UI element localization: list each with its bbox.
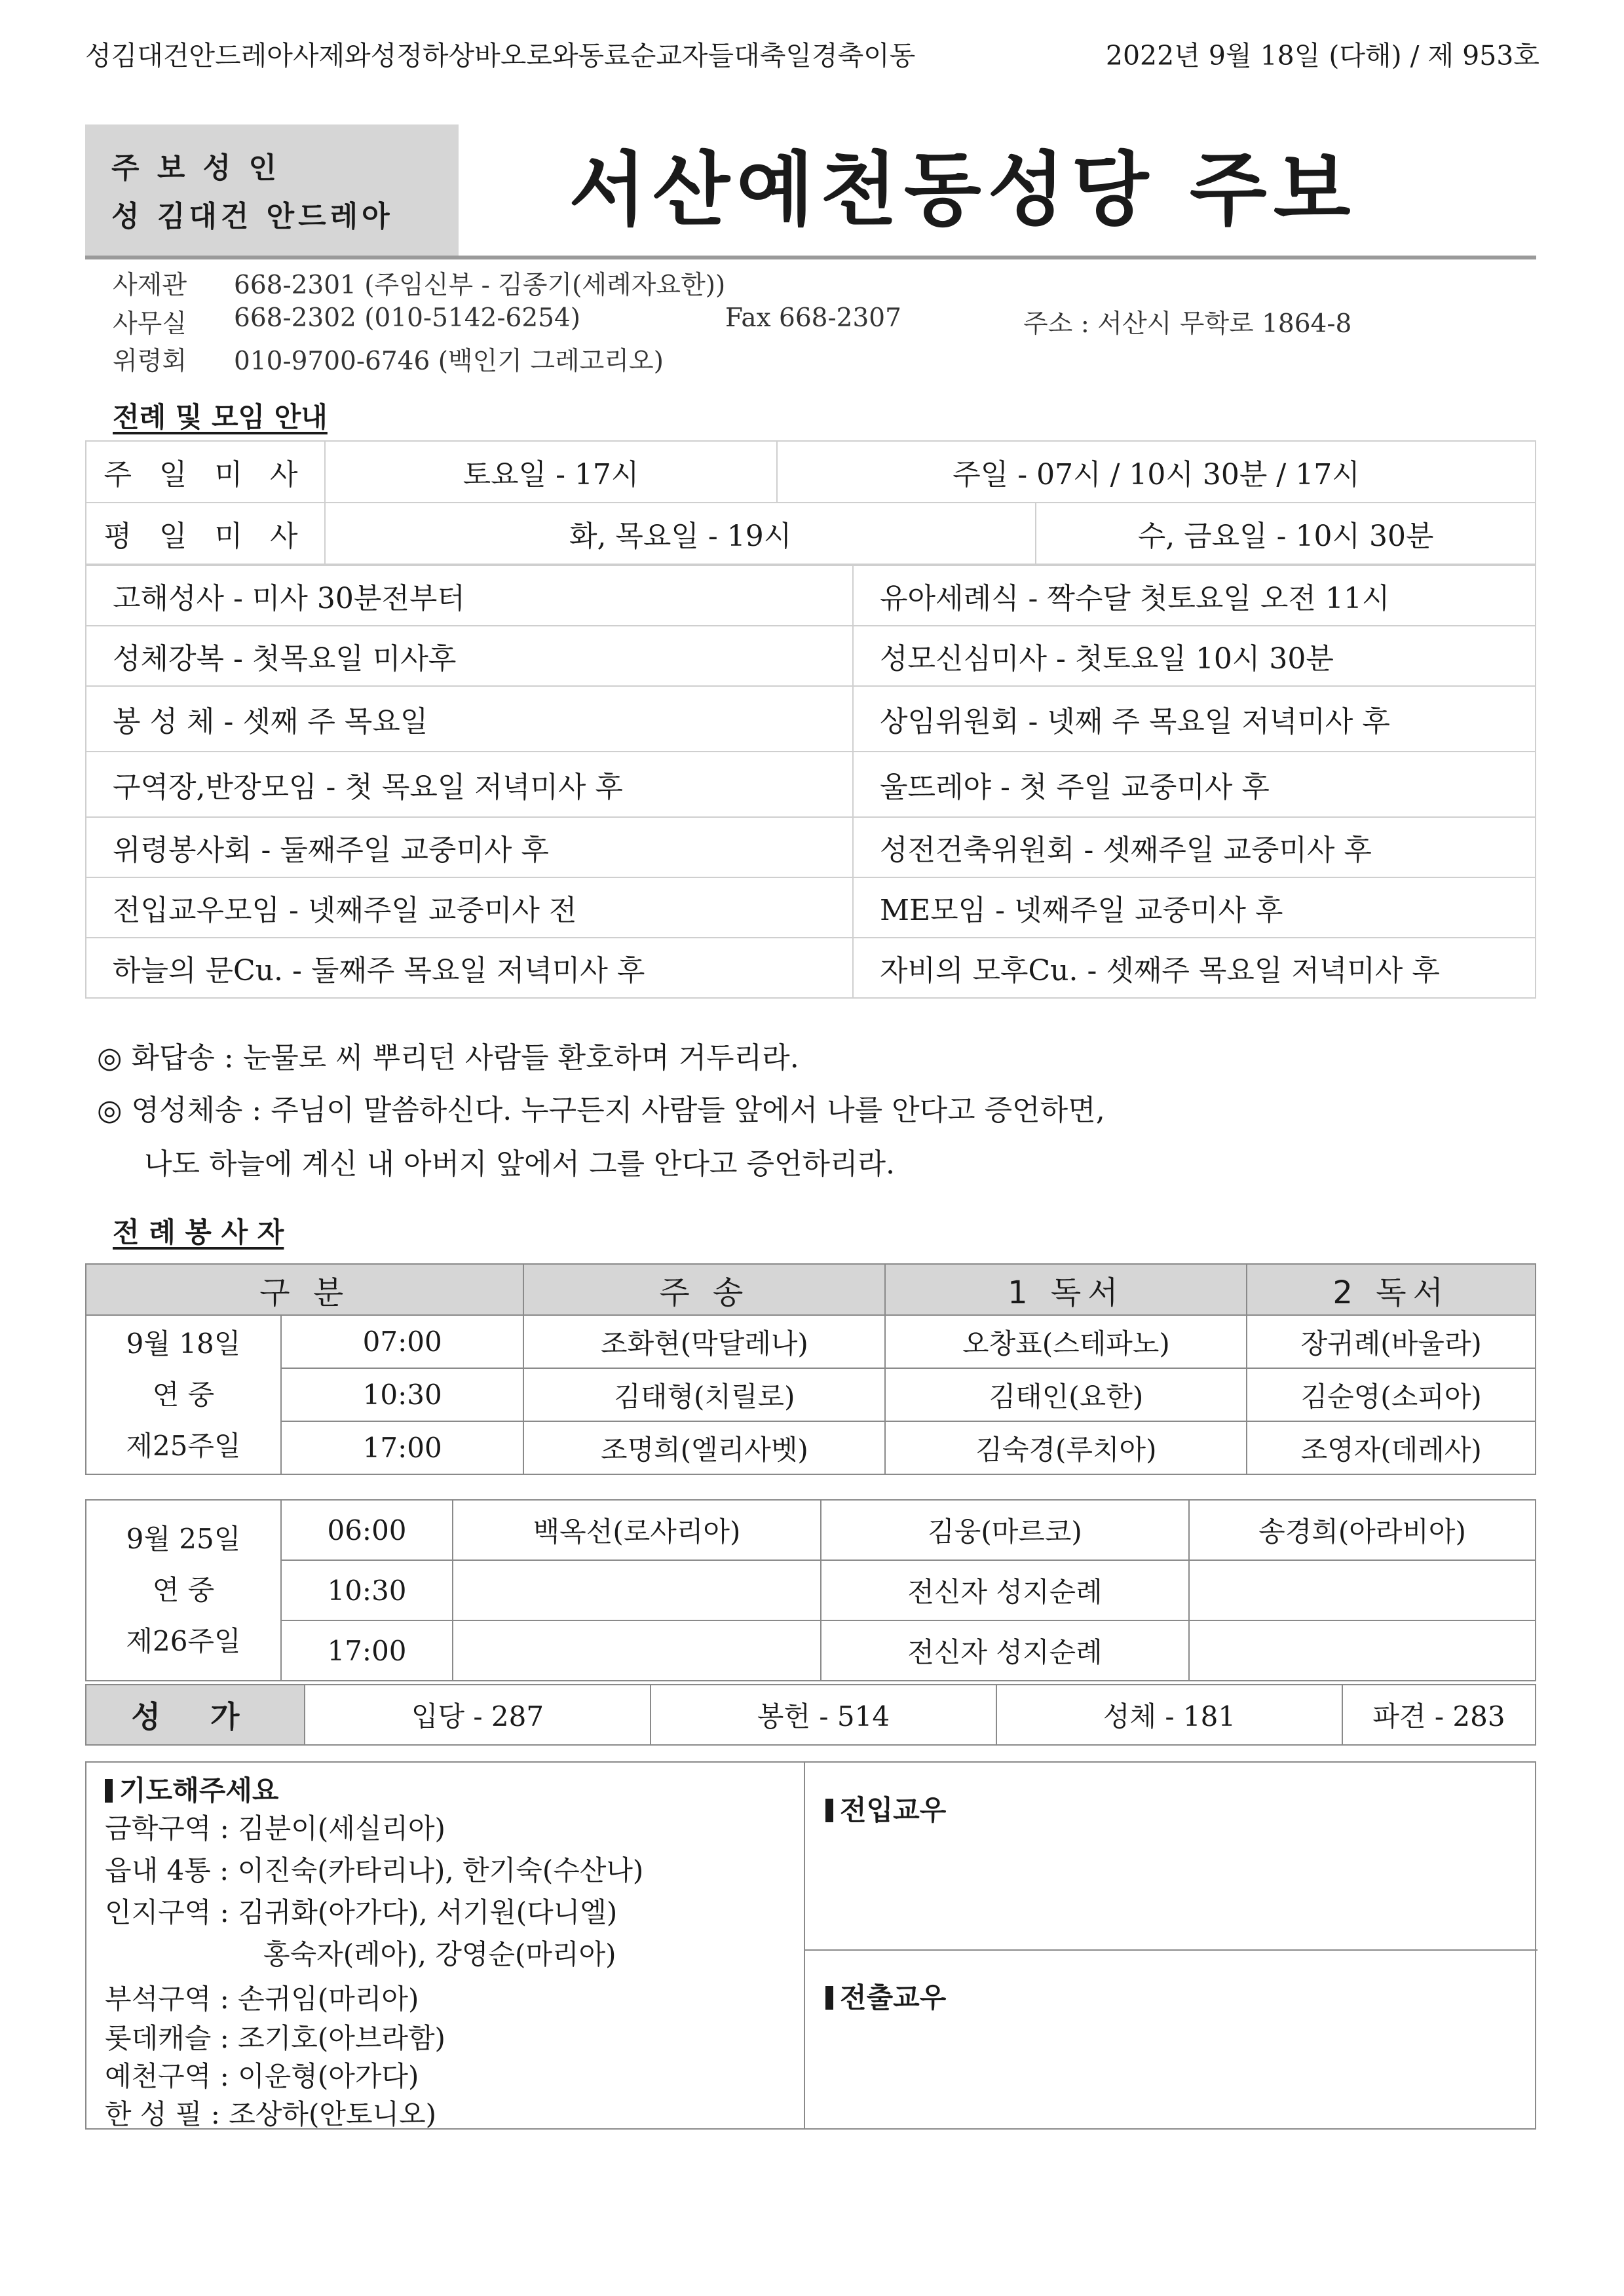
event-cell: 고해성사 - 미사 30분전부터 [86,565,853,626]
time-cell: 10:30 [281,1560,453,1620]
event-cell: 구역장,반장모임 - 첫 목요일 저녁미사 후 [86,752,853,817]
event-cell: 봉 성 체 - 셋째 주 목요일 [86,686,853,752]
prayer-heading-text: 기도해주세요 [119,1774,279,1807]
time-cell: 07:00 [281,1315,523,1368]
week1-date: 9월 18일 [126,1327,241,1360]
server-cell [453,1620,821,1681]
server-cell: 김숙경(루치아) [885,1421,1247,1474]
event-cell: 하늘의 문Cu. - 둘째주 목요일 저녁미사 후 [86,938,853,998]
patron-label: 주 보 성 인 [111,151,280,185]
weekday-mass-1: 화, 목요일 - 19시 [325,503,1036,564]
col-header-reading1: 1 독서 [885,1264,1247,1315]
col-header-division: 구 분 [86,1264,523,1315]
liturgy-heading: 전례 및 모임 안내 [113,401,328,433]
address: 주소 : 서산시 무학로 1864-8 [1023,309,1352,339]
prayer-line: 인지구역 : 김귀화(아가다), 서기원(다니엘) [105,1896,618,1928]
rectory-value: 668-2301 (주임신부 - 김종기(세례자요한)) [234,271,726,300]
event-cell: 성체강복 - 첫목요일 미사후 [86,626,853,686]
sunday-mass-label: 주 일 미 사 [86,441,325,503]
time-cell: 06:00 [281,1500,453,1560]
mass-schedule-table [85,440,1536,565]
server-cell: 조화현(막달레나) [523,1315,885,1368]
prayer-line: 부석구역 : 손귀임(마리아) [105,1983,419,2015]
servers-heading: 전 례 봉 사 자 [113,1216,284,1248]
time-cell: 10:30 [281,1368,523,1421]
server-cell [453,1560,821,1620]
hymn-recessional: 파견 - 283 [1342,1685,1536,1745]
prayer-heading [105,1769,278,1808]
server-cell: 김태형(치릴로) [523,1368,885,1421]
prayer-divider-horizontal [804,1949,1538,1951]
week2-number: 제26주일 [126,1625,241,1657]
server-cell [1189,1560,1536,1620]
square-bullet-icon [105,1779,113,1803]
communion-antiphon-2: 나도 하늘에 계신 내 아버지 앞에서 그를 안다고 증언하리라. [144,1147,895,1181]
move-out-heading [825,1976,946,2016]
col-header-chant: 주 송 [523,1264,885,1315]
server-cell: 송경희(아라비아) [1189,1500,1536,1560]
pilgrimage-note: 전신자 성지순례 [821,1620,1189,1681]
event-cell: 자비의 모후Cu. - 셋째주 목요일 저녁미사 후 [853,938,1536,998]
move-out-heading-text: 전출교우 [840,1981,947,2014]
prayer-line: 홍숙자(레아), 강영순(마리아) [263,1938,616,1970]
hymn-entrance: 입당 - 287 [305,1685,651,1745]
sunday-mass-sat: 토요일 - 17시 [325,441,777,503]
time-cell: 17:00 [281,1421,523,1474]
prayer-line: 예천구역 : 이운형(아가다) [105,2060,419,2092]
meetings-table [85,565,1536,999]
pilgrimage-note: 전신자 성지순례 [821,1560,1189,1620]
move-in-heading [825,1789,946,1828]
prayer-line: 한 성 필 : 조상하(안토니오) [105,2098,437,2130]
council-value: 010-9700-6746 (백인기 그레고리오) [234,347,664,376]
council-label: 위령회 [113,347,187,376]
event-cell: 성전건축위원회 - 셋째주일 교중미사 후 [853,817,1536,877]
prayer-divider-vertical [804,1763,805,2128]
issue-date: 2022년 9월 18일 (다해) / 제 953호 [1105,40,1539,71]
server-cell: 장귀례(바울라) [1247,1315,1536,1368]
week1-label [86,1315,281,1474]
week2-date: 9월 25일 [126,1523,241,1555]
server-cell [1189,1620,1536,1681]
prayer-line: 롯데캐슬 : 조기호(아브라함) [105,2022,445,2054]
servers-table-week1 [85,1263,1536,1475]
fax-number: Fax 668-2307 [725,303,901,333]
event-cell: 유아세례식 - 짝수달 첫토요일 오전 11시 [853,565,1536,626]
patron-saint-box [85,124,459,256]
event-cell: 위령봉사회 - 둘째주일 교중미사 후 [86,817,853,877]
office-label: 사무실 [113,309,187,339]
week2-label [86,1500,281,1681]
hymns-table [85,1684,1536,1746]
patron-name: 성 김대건 안드레아 [111,200,394,233]
office-value: 668-2302 (010-5142-6254) [234,303,580,333]
servers-table-week2 [85,1499,1536,1681]
event-cell: 울뜨레야 - 첫 주일 교중미사 후 [853,752,1536,817]
header-divider [85,256,1536,259]
hymn-offertory: 봉헌 - 514 [651,1685,996,1745]
prayer-line: 금학구역 : 김분이(세실리아) [105,1812,445,1845]
week1-season: 연 중 [152,1378,215,1411]
server-cell: 백옥선(로사리아) [453,1500,821,1560]
col-header-reading2: 2 독서 [1247,1264,1536,1315]
server-cell: 김순영(소피아) [1247,1368,1536,1421]
server-cell: 김웅(마르코) [821,1500,1189,1560]
rectory-label: 사제관 [113,271,187,300]
event-cell: 성모신심미사 - 첫토요일 10시 30분 [853,626,1536,686]
week2-season: 연 중 [152,1574,215,1606]
week1-number: 제25주일 [126,1429,241,1462]
weekday-mass-label: 평 일 미 사 [86,503,325,564]
server-cell: 김태인(요한) [885,1368,1247,1421]
move-in-heading-text: 전입교우 [840,1794,947,1826]
event-cell: 상임위원회 - 넷째 주 목요일 저녁미사 후 [853,686,1536,752]
sunday-mass-sun: 주일 - 07시 / 10시 30분 / 17시 [777,441,1536,503]
hymns-label: 성 가 [86,1685,305,1745]
square-bullet-icon [825,1799,833,1822]
bulletin-title: 서산예천동성당 주보 [569,144,1357,237]
server-cell: 조명희(엘리사벳) [523,1421,885,1474]
prayer-box [85,1761,1536,2130]
weekday-mass-2: 수, 금요일 - 10시 30분 [1036,503,1536,564]
event-cell: ME모임 - 넷째주일 교중미사 후 [853,877,1536,938]
square-bullet-icon [825,1986,833,2010]
feast-name: 성김대건안드레아사제와성정하상바오로와동료순교자들대축일경축이동 [85,40,916,71]
communion-antiphon-1: ◎ 영성체송 : 주님이 말씀하신다. 누구든지 사람들 앞에서 나를 안다고 증언하면, [97,1094,1105,1127]
event-cell: 전입교우모임 - 넷째주일 교중미사 전 [86,877,853,938]
responsorial-psalm: ◎ 화답송 : 눈물로 씨 뿌리던 사람들 환호하며 거두리라. [97,1041,799,1075]
server-cell: 오창표(스테파노) [885,1315,1247,1368]
prayer-line: 읍내 4통 : 이진숙(카타리나), 한기숙(수산나) [105,1854,644,1886]
server-cell: 조영자(데레사) [1247,1421,1536,1474]
time-cell: 17:00 [281,1620,453,1681]
hymn-communion: 성체 - 181 [996,1685,1342,1745]
